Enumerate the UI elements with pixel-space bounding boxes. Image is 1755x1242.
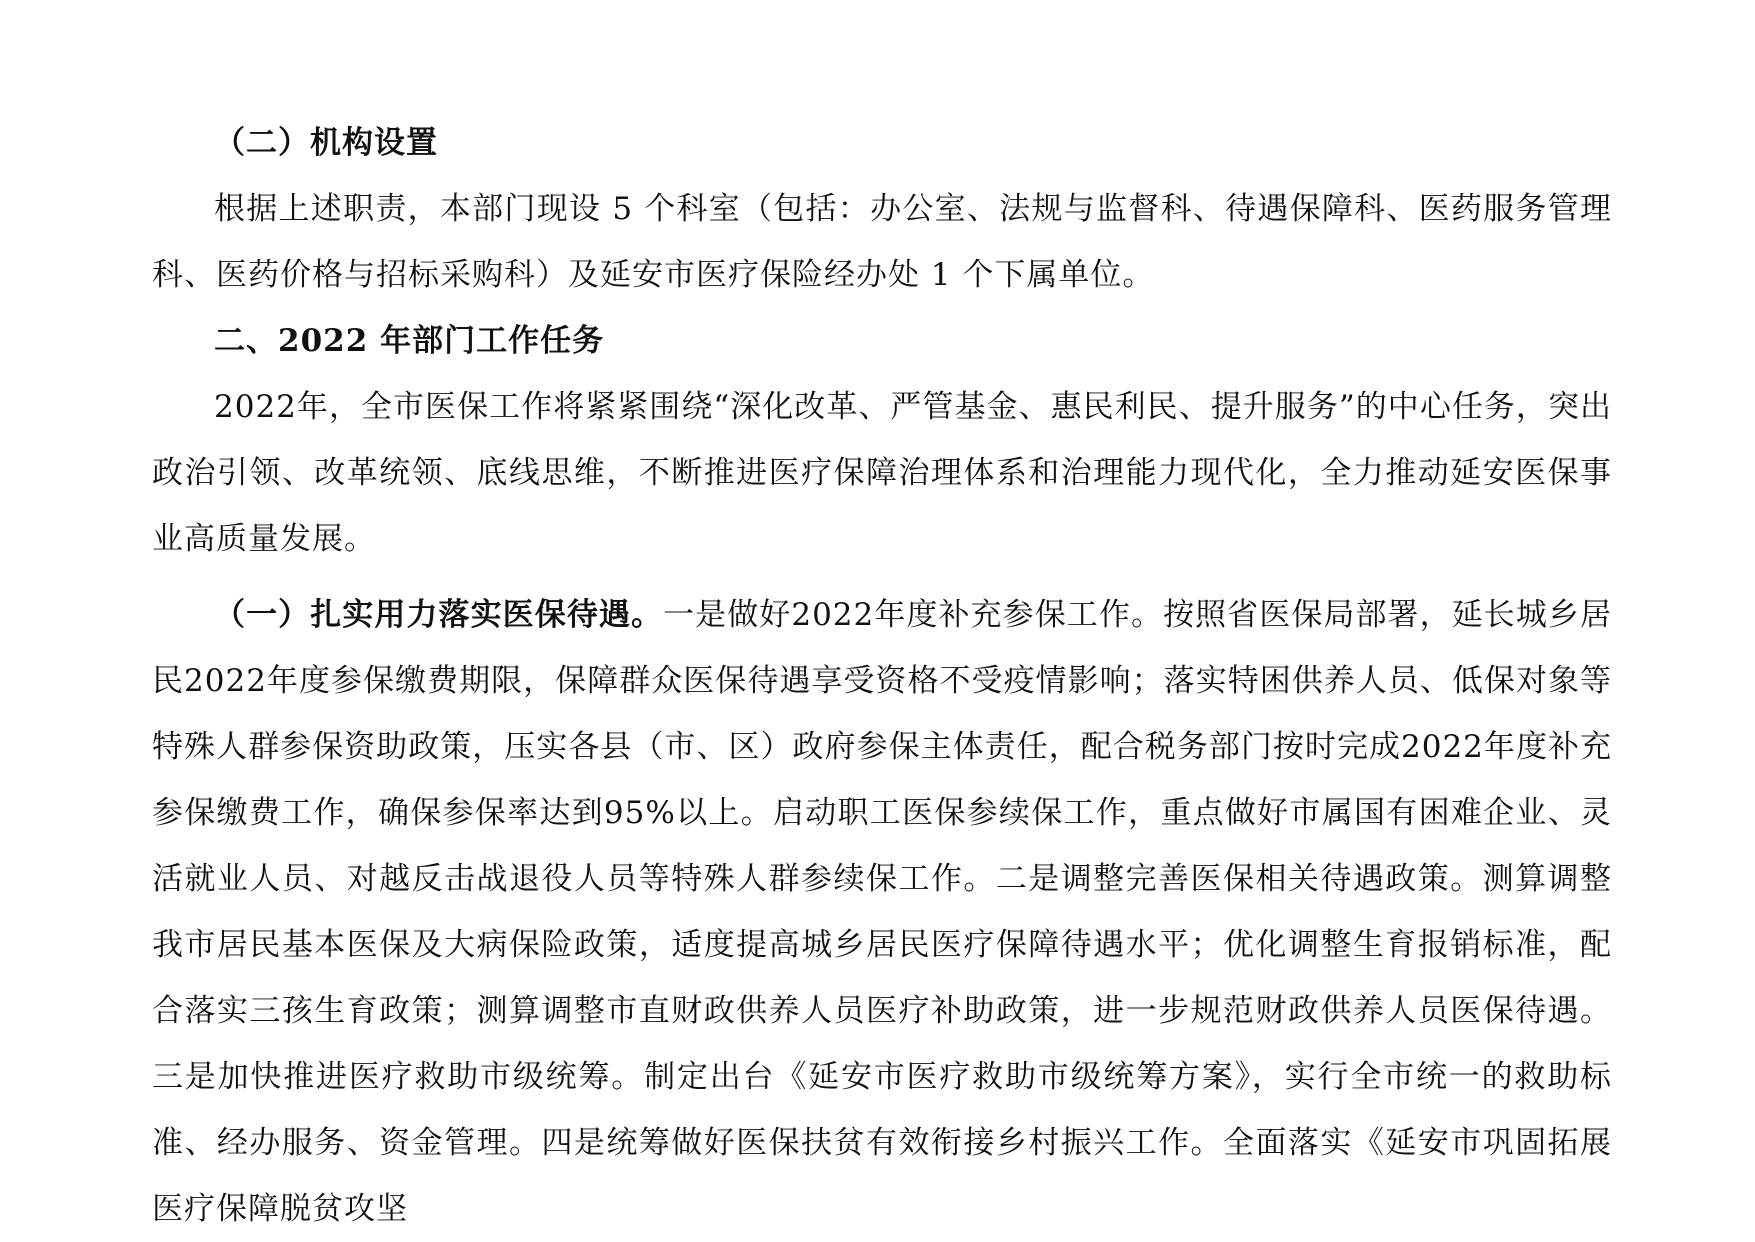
task-paragraph-1: [152, 582, 1612, 1242]
task-1-lead: （一）扎实用力落实医保待遇。: [214, 597, 664, 633]
document-body: [152, 110, 1612, 1242]
part-heading-2022-tasks: 二、2022 年部门工作任务: [214, 323, 605, 359]
section-paragraph-organization: 根据上述职责，本部门现设 5 个科室（包括：办公室、法规与监督科、待遇保障科、医药服务管理科、医药价格与招标采购科）及延安市医疗保险经办处 1 个下属单位。: [152, 191, 1612, 293]
task-1-text: 一是做好2022年度补充参保工作。按照省医保局部署，延长城乡居民2022年度参保缴费期限，保障群众医保待遇享受资格不受疫情影响；落实特困供养人员、低保对象等特殊人群参保资助政策，压实各县（市、区）政府参保主体责任，配合税务部门按时完成2022年度补充参保缴费工作，确保参保率达到95%以上。启动职工医保参续保工作，重点做好市属国有困难企业、灵活就业人员、对越反击战退役人员等特殊人群参续保工作。二是调整完善医保相关待遇政策。测算调整我市居民基本医保及大病保险政策，适度提高城乡居民医疗保障待遇水平；优化调整生育报销标准，配合落实三孩生育政策；测算调整市直财政供养人员医疗补助政策，进一步规范财政供养人员医保待遇。三是加快推进医疗救助市级统筹。制定出台《延安市医疗救助市级统筹方案》，实行全市统一的救助标准、经办服务、资金管理。四是统筹做好医保扶贫有效衔接乡村振兴工作。全面落实《延安市巩固拓展医疗保障脱贫攻坚: [152, 597, 1612, 1227]
part-paragraph-intro: 2022年，全市医保工作将紧紧围绕“深化改革、严管基金、惠民利民、提升服务”的中心任务，突出政治引领、改革统领、底线思维，不断推进医疗保障治理体系和治理能力现代化，全力推动延安医保事业高质量发展。: [152, 389, 1612, 557]
section-heading-organization: （二）机构设置: [214, 125, 438, 161]
